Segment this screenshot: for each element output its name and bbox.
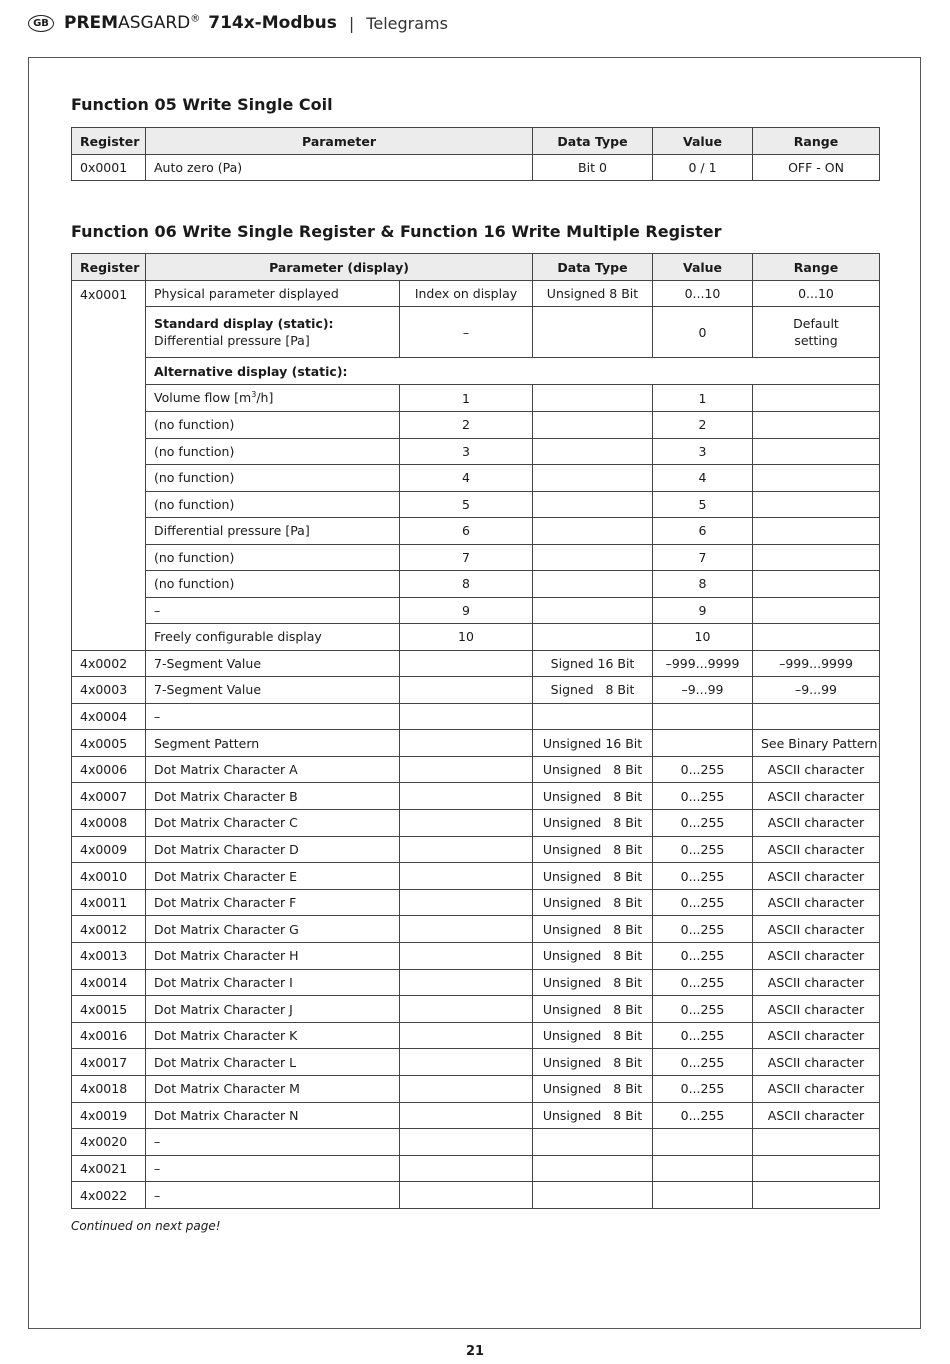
column-header: Value bbox=[653, 128, 753, 155]
range-cell: ASCII character bbox=[753, 1076, 880, 1103]
table-row bbox=[72, 1049, 880, 1076]
parameter-cell: Dot Matrix Character B bbox=[146, 783, 400, 810]
register-cell: 4x0014 bbox=[72, 969, 146, 996]
table-row bbox=[72, 465, 880, 492]
range-cell: –999...9999 bbox=[753, 650, 880, 677]
func06-title: Function 06 Write Single Register & Function 16 Write Multiple Register bbox=[71, 222, 722, 241]
type-cell bbox=[533, 412, 653, 439]
value-cell: 0...255 bbox=[653, 916, 753, 943]
type-cell bbox=[533, 571, 653, 598]
type-cell: Unsigned 8 Bit bbox=[533, 1049, 653, 1076]
type-cell bbox=[533, 385, 653, 412]
range-cell: ASCII character bbox=[753, 1022, 880, 1049]
column-header: Range bbox=[753, 254, 880, 281]
type-cell bbox=[533, 465, 653, 492]
index-cell bbox=[400, 650, 533, 677]
range-cell bbox=[753, 491, 880, 518]
type-cell bbox=[533, 624, 653, 651]
table-row bbox=[72, 1076, 880, 1103]
index-cell: 4 bbox=[400, 465, 533, 492]
brand-bold: PREM bbox=[64, 13, 119, 33]
column-header: Data Type bbox=[533, 254, 653, 281]
func05-header-row bbox=[72, 128, 880, 155]
table-row bbox=[72, 916, 880, 943]
parameter-cell: (no function) bbox=[146, 571, 400, 598]
range-cell: ASCII character bbox=[753, 810, 880, 837]
parameter-cell: – bbox=[146, 703, 400, 730]
parameter-cell: Dot Matrix Character D bbox=[146, 836, 400, 863]
type-cell bbox=[533, 544, 653, 571]
register-cell: 4x0001 bbox=[72, 281, 146, 651]
index-cell bbox=[400, 1102, 533, 1129]
type-cell: Unsigned 8 Bit bbox=[533, 783, 653, 810]
range-cell bbox=[753, 1182, 880, 1209]
parameter-cell: (no function) bbox=[146, 438, 400, 465]
func06-table bbox=[71, 253, 880, 1209]
continued-note: Continued on next page! bbox=[71, 1219, 221, 1233]
func06-register-rows bbox=[72, 650, 880, 1208]
index-cell bbox=[400, 703, 533, 730]
type-cell: Unsigned 8 Bit bbox=[533, 1022, 653, 1049]
range-cell bbox=[753, 597, 880, 624]
register-cell: 4x0011 bbox=[72, 889, 146, 916]
type-cell bbox=[533, 703, 653, 730]
range-cell: ASCII character bbox=[753, 889, 880, 916]
type-cell: Unsigned 8 Bit bbox=[533, 1076, 653, 1103]
index-cell bbox=[400, 836, 533, 863]
table-row bbox=[72, 863, 880, 890]
index-cell bbox=[400, 730, 533, 757]
range-cell: ASCII character bbox=[753, 969, 880, 996]
index-cell bbox=[400, 1022, 533, 1049]
type-cell: Unsigned 8 Bit bbox=[533, 889, 653, 916]
range-cell bbox=[753, 1155, 880, 1182]
range-cell: –9...99 bbox=[753, 677, 880, 704]
index-cell bbox=[400, 943, 533, 970]
index-cell: 6 bbox=[400, 518, 533, 545]
value-cell: 3 bbox=[653, 438, 753, 465]
value-cell: 0...255 bbox=[653, 943, 753, 970]
value-cell: 0...255 bbox=[653, 783, 753, 810]
range-cell bbox=[753, 465, 880, 492]
parameter-cell: Segment Pattern bbox=[146, 730, 400, 757]
parameter-cell: – bbox=[146, 1155, 400, 1182]
column-header: Value bbox=[653, 254, 753, 281]
func05-title: Function 05 Write Single Coil bbox=[71, 95, 333, 114]
parameter-cell: – bbox=[146, 1129, 400, 1156]
type-cell bbox=[533, 491, 653, 518]
value-cell: 6 bbox=[653, 518, 753, 545]
register-cell: 4x0020 bbox=[72, 1129, 146, 1156]
table-row bbox=[72, 996, 880, 1023]
register-cell: 4x0013 bbox=[72, 943, 146, 970]
value-cell: 4 bbox=[653, 465, 753, 492]
type-cell: Unsigned 8 Bit bbox=[533, 916, 653, 943]
parameter-cell: – bbox=[146, 1182, 400, 1209]
value-cell: 2 bbox=[653, 412, 753, 439]
type-cell: Unsigned 8 Bit bbox=[533, 836, 653, 863]
column-header: Parameter (display) bbox=[146, 254, 533, 281]
index-cell bbox=[400, 677, 533, 704]
page-number: 21 bbox=[465, 1344, 485, 1359]
value-cell: 0...255 bbox=[653, 1076, 753, 1103]
type-cell: Signed 16 Bit bbox=[533, 650, 653, 677]
type-cell bbox=[533, 438, 653, 465]
table-row bbox=[72, 438, 880, 465]
register-cell: 4x0016 bbox=[72, 1022, 146, 1049]
registered-mark: ® bbox=[190, 13, 201, 25]
parameter-cell: Dot Matrix Character N bbox=[146, 1102, 400, 1129]
parameter-cell: – bbox=[146, 597, 400, 624]
index-cell bbox=[400, 1182, 533, 1209]
table-row bbox=[72, 703, 880, 730]
register-cell: 4x0015 bbox=[72, 996, 146, 1023]
type-cell: Unsigned 8 Bit bbox=[533, 281, 653, 307]
index-cell: 10 bbox=[400, 624, 533, 651]
table-row bbox=[72, 1155, 880, 1182]
type-cell: Unsigned 8 Bit bbox=[533, 863, 653, 890]
table-row bbox=[72, 756, 880, 783]
register-cell: 4x0003 bbox=[72, 677, 146, 704]
type-cell: Unsigned 8 Bit bbox=[533, 969, 653, 996]
table-row bbox=[72, 836, 880, 863]
parameter-cell: Dot Matrix Character L bbox=[146, 1049, 400, 1076]
index-cell: 9 bbox=[400, 597, 533, 624]
register-cell: 4x0006 bbox=[72, 756, 146, 783]
value-cell bbox=[653, 703, 753, 730]
index-cell: 5 bbox=[400, 491, 533, 518]
register-cell: 4x0022 bbox=[72, 1182, 146, 1209]
parameter-cell: Dot Matrix Character J bbox=[146, 996, 400, 1023]
register-cell: 0x0001 bbox=[72, 155, 146, 181]
table-row bbox=[72, 1102, 880, 1129]
index-cell bbox=[400, 1129, 533, 1156]
parameter-cell: Dot Matrix Character M bbox=[146, 1076, 400, 1103]
value-cell: 0...255 bbox=[653, 1049, 753, 1076]
table-row bbox=[72, 1022, 880, 1049]
value-cell: 0 / 1 bbox=[653, 155, 753, 181]
value-cell: –9...99 bbox=[653, 677, 753, 704]
parameter-cell: Physical parameter displayed bbox=[146, 281, 400, 307]
index-cell bbox=[400, 969, 533, 996]
value-cell: 9 bbox=[653, 597, 753, 624]
value-cell: 5 bbox=[653, 491, 753, 518]
column-header: Range bbox=[753, 128, 880, 155]
index-cell: 8 bbox=[400, 571, 533, 598]
header-separator: | bbox=[348, 13, 355, 33]
table-row bbox=[72, 385, 880, 412]
table-row bbox=[72, 491, 880, 518]
index-cell bbox=[400, 863, 533, 890]
table-row bbox=[72, 943, 880, 970]
parameter-cell: 7-Segment Value bbox=[146, 650, 400, 677]
index-cell bbox=[400, 889, 533, 916]
register-cell: 4x0005 bbox=[72, 730, 146, 757]
range-cell: ASCII character bbox=[753, 996, 880, 1023]
range-cell bbox=[753, 624, 880, 651]
func05-table bbox=[71, 127, 880, 181]
range-cell: ASCII character bbox=[753, 916, 880, 943]
range-cell: ASCII character bbox=[753, 1102, 880, 1129]
index-cell: 2 bbox=[400, 412, 533, 439]
table-row bbox=[72, 597, 880, 624]
parameter-cell: Differential pressure [Pa] bbox=[146, 518, 400, 545]
type-cell bbox=[533, 597, 653, 624]
value-cell: 0...255 bbox=[653, 863, 753, 890]
table-row bbox=[72, 412, 880, 439]
type-cell: Unsigned 8 Bit bbox=[533, 810, 653, 837]
value-cell: 1 bbox=[653, 385, 753, 412]
range-cell bbox=[753, 518, 880, 545]
standard-display-param: Differential pressure [Pa] bbox=[154, 333, 310, 348]
value-cell: 0...255 bbox=[653, 756, 753, 783]
index-cell bbox=[400, 996, 533, 1023]
type-cell: Unsigned 8 Bit bbox=[533, 1102, 653, 1129]
table-row bbox=[72, 677, 880, 704]
brand-light: ASGARD bbox=[118, 13, 191, 33]
type-cell: Unsigned 16 Bit bbox=[533, 730, 653, 757]
index-cell: 7 bbox=[400, 544, 533, 571]
table-row bbox=[72, 358, 880, 385]
index-cell: 3 bbox=[400, 438, 533, 465]
parameter-cell: (no function) bbox=[146, 465, 400, 492]
range-cell: ASCII character bbox=[753, 783, 880, 810]
register-cell: 4x0010 bbox=[72, 863, 146, 890]
register-cell: 4x0009 bbox=[72, 836, 146, 863]
index-cell bbox=[400, 1076, 533, 1103]
column-header: Data Type bbox=[533, 128, 653, 155]
value-cell: 0...255 bbox=[653, 889, 753, 916]
parameter-cell: 7-Segment Value bbox=[146, 677, 400, 704]
index-cell bbox=[400, 1155, 533, 1182]
value-cell bbox=[653, 730, 753, 757]
type-cell: Signed 8 Bit bbox=[533, 677, 653, 704]
range-cell bbox=[753, 703, 880, 730]
range-cell bbox=[753, 307, 880, 358]
table-row bbox=[72, 307, 880, 358]
value-cell bbox=[653, 1129, 753, 1156]
parameter-cell: Auto zero (Pa) bbox=[146, 155, 533, 181]
value-cell: 7 bbox=[653, 544, 753, 571]
range-cell bbox=[753, 571, 880, 598]
column-header: Register bbox=[72, 254, 146, 281]
parameter-cell: Dot Matrix Character F bbox=[146, 889, 400, 916]
parameter-cell: Dot Matrix Character E bbox=[146, 863, 400, 890]
type-cell bbox=[533, 1182, 653, 1209]
type-cell bbox=[533, 518, 653, 545]
table-row bbox=[72, 155, 880, 181]
range-cell bbox=[753, 412, 880, 439]
index-cell: 1 bbox=[400, 385, 533, 412]
index-cell: Index on display bbox=[400, 281, 533, 307]
register-cell: 4x0002 bbox=[72, 650, 146, 677]
type-cell bbox=[533, 307, 653, 358]
table-row bbox=[72, 571, 880, 598]
index-cell bbox=[400, 916, 533, 943]
table-row bbox=[72, 1182, 880, 1209]
index-cell bbox=[400, 783, 533, 810]
index-cell: – bbox=[400, 307, 533, 358]
index-cell bbox=[400, 810, 533, 837]
table-row bbox=[72, 544, 880, 571]
register-cell: 4x0007 bbox=[72, 783, 146, 810]
parameter-cell: (no function) bbox=[146, 412, 400, 439]
range-cell: OFF - ON bbox=[753, 155, 880, 181]
value-cell: –999...9999 bbox=[653, 650, 753, 677]
table-row bbox=[72, 518, 880, 545]
table-row bbox=[72, 730, 880, 757]
range-cell bbox=[753, 385, 880, 412]
value-cell bbox=[653, 1182, 753, 1209]
parameter-cell: Dot Matrix Character G bbox=[146, 916, 400, 943]
table-row bbox=[72, 624, 880, 651]
table-row bbox=[72, 969, 880, 996]
register-cell: 4x0004 bbox=[72, 703, 146, 730]
value-cell: 0...255 bbox=[653, 1022, 753, 1049]
parameter-cell bbox=[146, 307, 400, 358]
value-cell: 10 bbox=[653, 624, 753, 651]
parameter-cell: Dot Matrix Character A bbox=[146, 756, 400, 783]
volume-flow-exponent: 3 bbox=[251, 390, 257, 400]
type-cell: Unsigned 8 Bit bbox=[533, 943, 653, 970]
type-cell: Bit 0 bbox=[533, 155, 653, 181]
model-name: 714x-Modbus bbox=[208, 13, 337, 33]
volume-flow-unit-end: /h] bbox=[256, 390, 274, 406]
parameter-cell: (no function) bbox=[146, 491, 400, 518]
brand-name bbox=[64, 13, 200, 33]
register-cell: 4x0017 bbox=[72, 1049, 146, 1076]
value-cell: 0...10 bbox=[653, 281, 753, 307]
range-cell: ASCII character bbox=[753, 1049, 880, 1076]
range-cell: ASCII character bbox=[753, 756, 880, 783]
alternative-display-label: Alternative display (static): bbox=[146, 358, 880, 385]
range-cell: ASCII character bbox=[753, 863, 880, 890]
range-cell bbox=[753, 438, 880, 465]
type-cell: Unsigned 8 Bit bbox=[533, 996, 653, 1023]
register-cell: 4x0018 bbox=[72, 1076, 146, 1103]
table-row bbox=[72, 889, 880, 916]
table-row bbox=[72, 1129, 880, 1156]
value-cell: 0...255 bbox=[653, 836, 753, 863]
register-cell: 4x0021 bbox=[72, 1155, 146, 1182]
parameter-cell: Dot Matrix Character K bbox=[146, 1022, 400, 1049]
section-name: Telegrams bbox=[366, 13, 448, 33]
column-header: Register bbox=[72, 128, 146, 155]
table-row bbox=[72, 281, 880, 307]
range-line: setting bbox=[794, 333, 838, 348]
standard-display-label: Standard display (static): bbox=[154, 316, 334, 331]
type-cell bbox=[533, 1129, 653, 1156]
page-header bbox=[28, 10, 448, 36]
value-cell: 0 bbox=[653, 307, 753, 358]
range-cell bbox=[753, 1129, 880, 1156]
value-cell: 0...255 bbox=[653, 1102, 753, 1129]
index-cell bbox=[400, 1049, 533, 1076]
register-cell: 4x0012 bbox=[72, 916, 146, 943]
table-row bbox=[72, 783, 880, 810]
parameter-cell: Dot Matrix Character I bbox=[146, 969, 400, 996]
table-row bbox=[72, 650, 880, 677]
func06-header-row bbox=[72, 254, 880, 281]
table-row bbox=[72, 810, 880, 837]
range-cell: See Binary Pattern bbox=[753, 730, 880, 757]
register-cell: 4x0008 bbox=[72, 810, 146, 837]
type-cell: Unsigned 8 Bit bbox=[533, 756, 653, 783]
parameter-cell: (no function) bbox=[146, 544, 400, 571]
value-cell: 8 bbox=[653, 571, 753, 598]
language-badge: GB bbox=[28, 15, 54, 32]
parameter-cell bbox=[146, 385, 400, 412]
column-header: Parameter bbox=[146, 128, 533, 155]
type-cell bbox=[533, 1155, 653, 1182]
index-cell bbox=[400, 756, 533, 783]
range-cell: ASCII character bbox=[753, 943, 880, 970]
register-cell: 4x0019 bbox=[72, 1102, 146, 1129]
range-line: Default bbox=[793, 316, 839, 331]
range-cell: 0...10 bbox=[753, 281, 880, 307]
value-cell: 0...255 bbox=[653, 810, 753, 837]
parameter-cell: Freely configurable display bbox=[146, 624, 400, 651]
parameter-cell: Dot Matrix Character C bbox=[146, 810, 400, 837]
value-cell: 0...255 bbox=[653, 969, 753, 996]
range-cell: ASCII character bbox=[753, 836, 880, 863]
value-cell bbox=[653, 1155, 753, 1182]
range-cell bbox=[753, 544, 880, 571]
parameter-cell: Dot Matrix Character H bbox=[146, 943, 400, 970]
volume-flow-text: Volume flow [m bbox=[154, 390, 252, 406]
value-cell: 0...255 bbox=[653, 996, 753, 1023]
